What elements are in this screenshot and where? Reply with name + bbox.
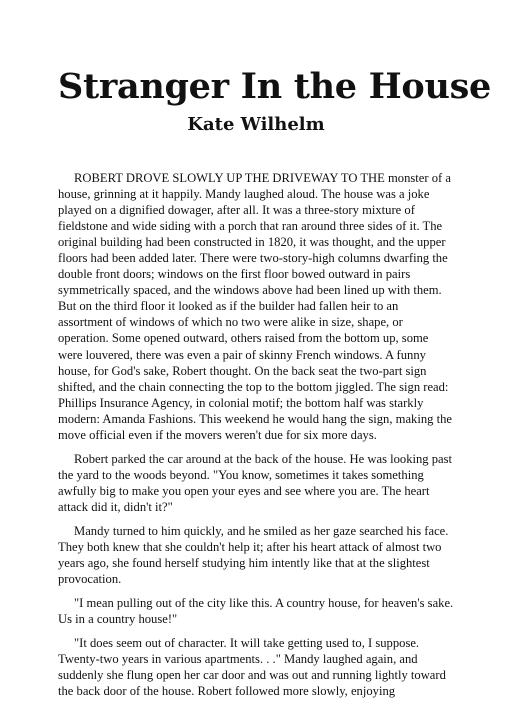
paragraph: "I mean pulling out of the city like this. A country house, for heaven's sake. Us in a country house!" (58, 596, 454, 627)
paragraph: "It does seem out of character. It will take getting used to, I suppose. Twenty-two years in various apartments. . ." Mandy laughed again, and suddenly she flung open her car door and was out and running lightly toward the back door of the house. Robert followed more slowly, enjoying (58, 636, 446, 699)
author-name: Kate Wilhelm (187, 114, 325, 135)
chapter-title: Stranger In the House (58, 66, 491, 107)
body-text (58, 170, 454, 699)
paragraph: ROBERT DROVE SLOWLY UP THE DRIVEWAY TO THE monster of a house, grinning at it happily. Mandy laughed aloud. The house was a joke played on a dignified dowager, after all. It was a three-story mixture of fieldstone and wide siding with a porch that ran around three sides of it. The original building had been constructed in 1820, it was thought, and the upper floors had been added later. There were two-story-high columns dwarfing the double front doors; windows on the first floor bowed outward in pairs symmetrically spaced, and the windows above had been lined up with them. But on the third floor it looked as if the builder had fallen heir to an assortment of windows of which no two were alike in size, shape, or operation. Some opened outward, others raised from the bottom up, some were louvered, there was even a pair of skinny French windows. A funny house, for God's sake, Robert thought. On the back seat the two-part sign shifted, and the chain connecting the top to the bottom jiggled. The sign read: Phillips Insurance Agency, in colonial motif; the bottom half was starkly modern: Amanda Fashions. This weekend he would hang the sign, making the move official even if the movers weren't due for six more days. (58, 171, 452, 442)
paragraph: Robert parked the car around at the back of the house. He was looking past the yard to the woods beyond. "You know, sometimes it takes something awfully big to make you open your eyes and see where you are. The heart attack did it, didn't it?" (58, 451, 453, 514)
paragraph: Mandy turned to him quickly, and he smiled as her gaze searched his face. They both knew that she couldn't help it; after his heart attack of almost two years ago, she found herself studying him intently like that at the slightest provocation. (58, 523, 449, 587)
